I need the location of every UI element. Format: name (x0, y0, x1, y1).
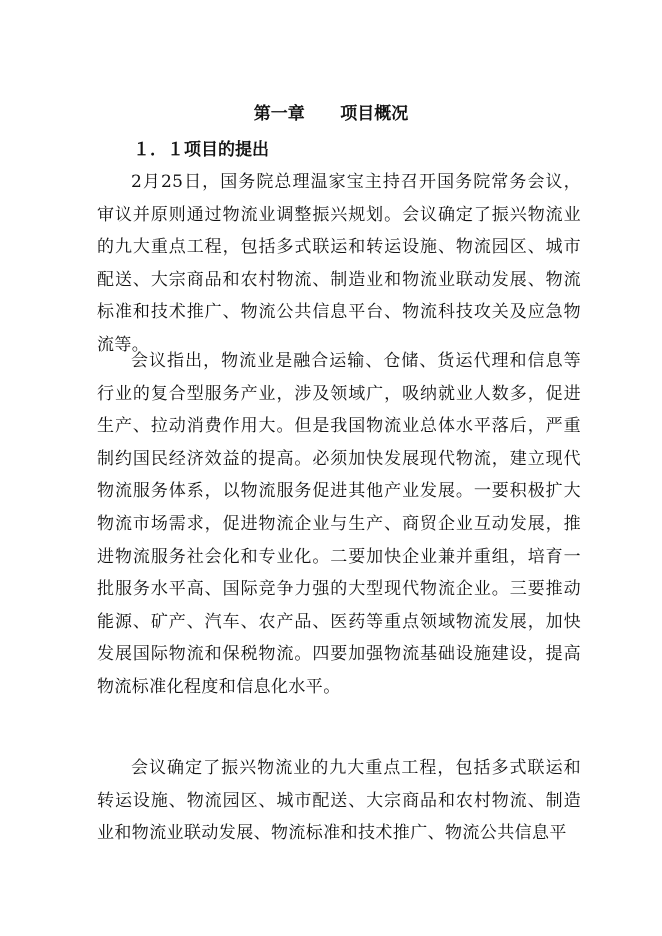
paragraph: 会议指出，物流业是融合运输、仓储、货运代理和信息等行业的复合型服务产业，涉及领域广，吸纳就业人数多，促进生产、拉动消费作用大。但是我国物流业总体水平落后，严重制约国民经济效益的提高。必须加快发展现代物流，建立现代物流服务体系，以物流服务促进其他产业发展。一要积极扩大物流市场需求，促进物流企业与生产、商贸企业互动发展，推进物流服务社会化和专业化。二要加快企业兼并重组，培育一批服务水平高、国际竞争力强的大型现代物流企业。三要推动能源、矿产、汽车、农产品、医药等重点领域物流发展，加快发展国际物流和保税物流。四要加强物流基础设施建设，提高物流标准化程度和信息化水平。 (97, 351, 581, 697)
paragraph: 2月25日，国务院总理温家宝主持召开国务院常务会议，审议并原则通过物流业调整振兴规划。会议确定了振兴物流业的九大重点工程，包括多式联运和转运设施、物流园区、城市配送、大宗商品和农村物流、制造业和物流业联动发展、物流标准和技术推广、物流公共信息平台、物流科技攻关及应急物流等。 (97, 172, 581, 355)
paragraph: 会议确定了振兴物流业的九大重点工程，包括多式联运和转运设施、物流园区、城市配送、大宗商品和农村物流、制造业和物流业联动发展、物流标准和技术推广、物流公共信息平 (97, 758, 581, 844)
chapter-title: 第一章 项目概况 (253, 104, 409, 124)
section-title: １．１项目的提出 (133, 140, 269, 160)
